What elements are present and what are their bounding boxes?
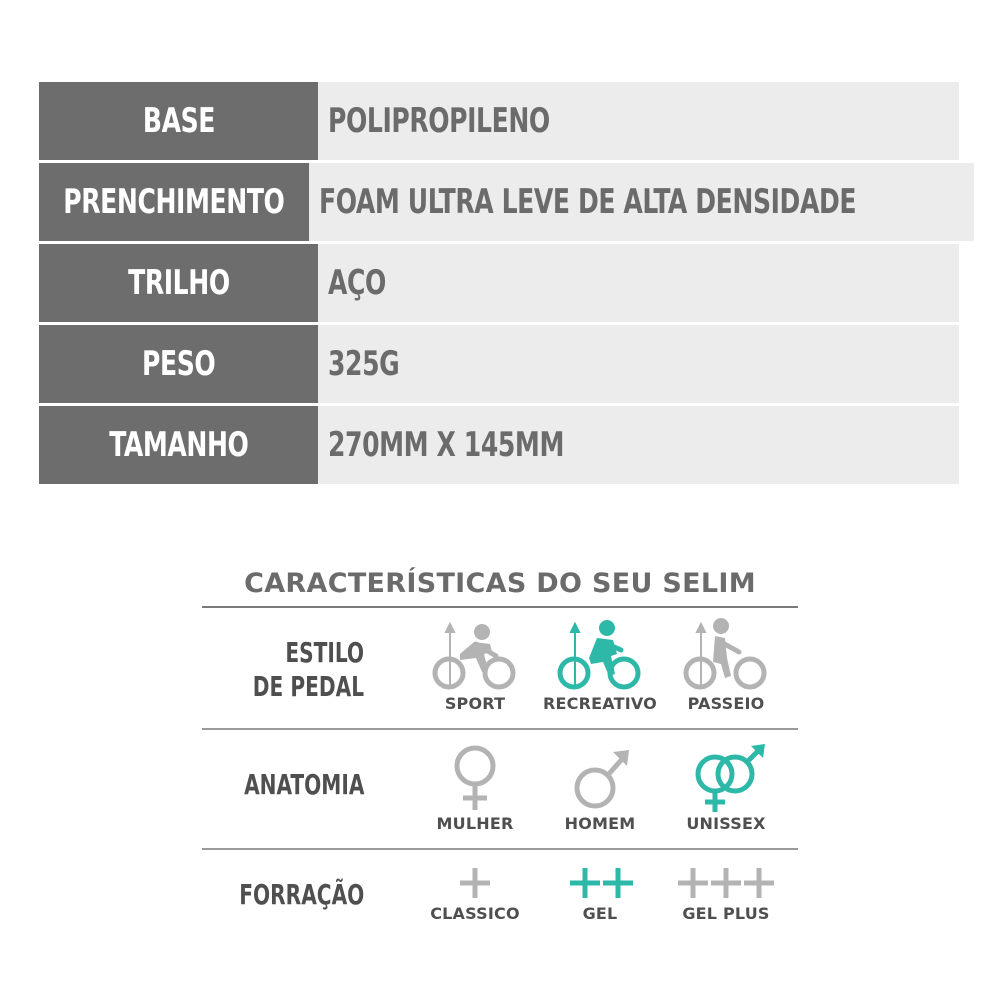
cyclist-leisure-icon	[681, 618, 771, 694]
spec-row-weight	[39, 325, 959, 403]
option-male	[535, 744, 665, 833]
padding-label-text: FORRAÇÃO	[238, 878, 364, 911]
spec-value-text: FOAM ULTRA LEVE DE ALTA DENSIDADE	[318, 182, 856, 222]
spec-row-size	[39, 406, 959, 484]
spec-label	[39, 82, 318, 160]
feature-row-riding-style	[202, 608, 798, 730]
riding-style-label-line1: ESTILO	[285, 636, 364, 669]
option-gel-plus	[661, 864, 791, 923]
riding-style-label-line2: DE PEDAL	[252, 670, 364, 703]
feature-row-anatomy	[202, 730, 798, 850]
spec-label-text: PRENCHIMENTO	[63, 182, 285, 222]
male-symbol-icon	[555, 744, 645, 814]
spec-value	[318, 406, 959, 484]
features-panel	[202, 562, 798, 940]
triple-plus-icon	[666, 864, 786, 904]
spec-row-base	[39, 82, 959, 160]
option-recreational	[535, 618, 665, 713]
spec-label	[39, 163, 309, 241]
features-title: CARACTERÍSTICAS DO SEU SELIM	[202, 562, 798, 608]
spec-label	[39, 244, 318, 322]
spec-label-text: TAMANHO	[108, 425, 249, 465]
spec-label-text: PESO	[141, 344, 216, 384]
spec-value	[318, 325, 959, 403]
spec-label-text: BASE	[142, 101, 215, 141]
option-gel-plus-label: GEL PLUS	[682, 904, 770, 923]
spec-label-text: TRILHO	[127, 263, 230, 303]
unisex-symbol-icon	[681, 744, 771, 814]
spec-row-filling	[39, 163, 959, 241]
spec-value-text: POLIPROPILENO	[328, 101, 550, 141]
spec-value-text: 325G	[328, 344, 400, 384]
cyclist-sport-icon	[430, 618, 520, 694]
option-female-label: MULHER	[436, 814, 514, 833]
option-unisex-label: UNISSEX	[686, 814, 766, 833]
spec-value	[309, 163, 974, 241]
option-gel	[535, 864, 665, 923]
spec-value-text: 270MM X 145MM	[328, 425, 565, 465]
option-leisure-label: PASSEIO	[687, 694, 765, 713]
option-recreational-label: RECREATIVO	[543, 694, 657, 713]
anatomy-label	[214, 768, 364, 802]
option-unisex	[661, 744, 791, 833]
anatomy-label-text: ANATOMIA	[243, 768, 364, 801]
option-leisure	[661, 618, 791, 713]
spec-label	[39, 325, 318, 403]
padding-label	[208, 878, 364, 912]
spec-table	[39, 82, 959, 487]
option-sport	[410, 618, 540, 713]
option-sport-label: SPORT	[444, 694, 506, 713]
cyclist-recreational-icon	[555, 618, 645, 694]
female-symbol-icon	[430, 744, 520, 814]
option-classic	[410, 864, 540, 923]
double-plus-icon	[540, 864, 660, 904]
spec-value-text: AÇO	[328, 263, 386, 303]
spec-value	[318, 244, 959, 322]
option-classic-label: CLASSICO	[430, 904, 520, 923]
option-gel-label: GEL	[582, 904, 618, 923]
single-plus-icon	[415, 864, 535, 904]
spec-row-rail	[39, 244, 959, 322]
riding-style-label	[225, 636, 364, 704]
spec-label	[39, 406, 318, 484]
option-male-label: HOMEM	[564, 814, 636, 833]
option-female	[410, 744, 540, 833]
spec-value	[318, 82, 959, 160]
feature-row-padding	[202, 850, 798, 940]
